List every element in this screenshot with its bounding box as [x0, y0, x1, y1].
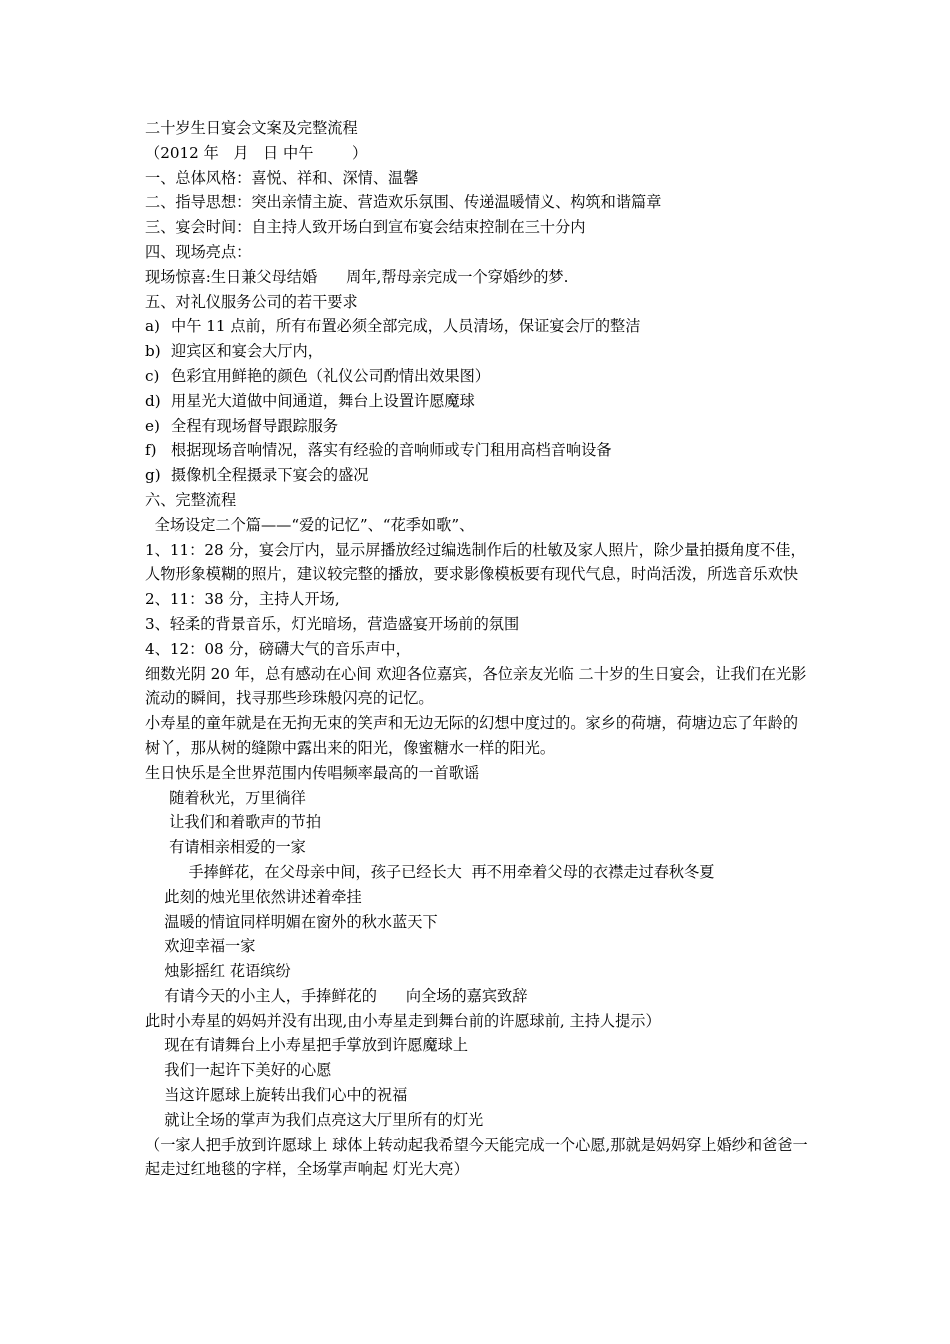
list-item	[145, 339, 813, 364]
section-highlight-heading: 四、现场亮点：	[145, 242, 252, 261]
list-item-text: 色彩宜用鲜艳的颜色（礼仪公司酌情出效果图）	[171, 366, 490, 385]
script-line: 有请相亲相爱的一家	[145, 838, 306, 857]
list-marker: b)	[145, 342, 161, 361]
list-marker: c)	[145, 366, 160, 385]
script-line: 有请今天的小主人，手捧鲜花的 向全场的嘉宾致辞	[145, 986, 528, 1005]
list-item	[145, 314, 813, 339]
script-line: 当这许愿球上旋转出我们心中的祝福	[145, 1086, 408, 1105]
list-item-text: 全程有现场督导跟踪服务	[171, 416, 339, 435]
list-item	[145, 463, 813, 488]
list-item	[145, 438, 813, 463]
script-line: 让我们和着歌声的节拍	[145, 813, 322, 832]
list-item-text: 中午 11 点前，所有布置必须全部完成，人员清场，保证宴会厅的整洁	[171, 317, 641, 336]
list-marker: e)	[145, 416, 160, 435]
script-line: 此刻的烛光里依然讲述着牵挂	[145, 887, 362, 906]
script-line: 就让全场的掌声为我们点亮这大厅里所有的灯光	[145, 1110, 484, 1129]
flow-item-2: 2、11：38 分，主持人开场,	[145, 590, 340, 609]
list-marker: f)	[145, 441, 157, 460]
requirements-list	[145, 314, 813, 488]
list-marker: a)	[145, 317, 160, 336]
script-line: 生日快乐是全世界范围内传唱频率最高的一首歌谣	[145, 763, 480, 782]
script-line: 我们一起许下美好的心愿	[145, 1061, 332, 1080]
section-style: 一、总体风格：喜悦、祥和、深情、温馨	[145, 168, 419, 187]
closing-paragraph: （一家人把手放到许愿球上 球体上转动起我希望今天能完成一个心愿,那就是妈妈穿上婚纱和爸爸一起走过红地毯的字样，全场掌声响起 灯光大亮）	[145, 1135, 808, 1179]
list-marker: g)	[145, 466, 161, 485]
flow-item-3: 3、轻柔的背景音乐，灯光暗场，营造盛宴开场前的氛围	[145, 614, 520, 633]
section-requirements-heading: 五、对礼仪服务公司的若干要求	[145, 292, 358, 311]
section-time: 三、宴会时间：自主持人致开场白到宣布宴会结束控制在三十分内	[145, 218, 586, 237]
list-item	[145, 389, 813, 414]
flow-heading: 六、完整流程	[145, 490, 237, 509]
document-title: 二十岁生日宴会文案及完整流程	[145, 119, 358, 137]
list-marker: d)	[145, 391, 161, 410]
script-line: 手捧鲜花，在父母亲中间，孩子已经长大 再不用牵着父母的衣襟走过春秋冬夏	[145, 862, 715, 881]
script-line: 随着秋光，万里徜徉	[145, 788, 306, 807]
script-paragraph-2: 小寿星的童年就是在无拘无束的笑声和无边无际的幻想中度过的。家乡的荷塘，荷塘边忘了年龄的树丫，那从树的缝隙中露出来的阳光，像蜜糖水一样的阳光。	[145, 714, 799, 757]
flow-item-4: 4、12：08 分，磅礴大气的音乐声中，	[145, 639, 411, 658]
list-item	[145, 364, 813, 389]
document-page	[145, 116, 813, 1182]
script-line: 现在有请舞台上小寿星把手掌放到许愿魔球上	[145, 1036, 469, 1055]
list-item-text: 根据现场音响情况，落实有经验的音响师或专门租用高档音响设备	[171, 441, 612, 460]
script-line: 烛影摇红 花语缤纷	[145, 962, 291, 981]
list-item-text: 摄像机全程摄录下宴会的盛况	[171, 466, 369, 485]
script-paragraph-1: 细数光阴 20 年，总有感动在心间 欢迎各位嘉宾，各位亲友光临 二十岁的生日宴会，让我们在光影流动的瞬间，找寻那些珍珠般闪亮的记忆。	[145, 664, 807, 708]
list-item-text: 用星光大道做中间通道，舞台上设置许愿魔球	[171, 391, 475, 410]
list-item-text: 迎宾区和宴会大厅内，	[171, 342, 323, 361]
section-guiding: 二、指导思想：突出亲情主旋、营造欢乐氛围、传递温暖情义、构筑和谐篇章	[145, 193, 662, 212]
date-line: （2012 年 月 日 中午 ）	[145, 143, 368, 162]
flow-item-1: 1、11：28 分，宴会厅内，显示屏播放经过编选制作后的杜敏及家人照片，除少量拍摄角度不佳，人物形象模糊的照片，建议较完整的播放，要求影像模板要有现代气息，时尚活泼，所选音乐欢快	[145, 540, 806, 584]
script-line: 欢迎幸福一家	[145, 937, 256, 956]
flow-intro: 全场设定二个篇——“爱的记忆”、“花季如歌”、	[145, 515, 475, 534]
script-line: 温暖的情谊同样明媚在窗外的秋水蓝天下	[145, 912, 438, 931]
section-highlight-text: 现场惊喜:生日兼父母结婚 周年,帮母亲完成一个穿婚纱的梦.	[145, 267, 569, 286]
list-item	[145, 414, 813, 439]
script-line: 此时小寿星的妈妈并没有出现,由小寿星走到舞台前的许愿球前, 主持人提示）	[145, 1011, 661, 1030]
